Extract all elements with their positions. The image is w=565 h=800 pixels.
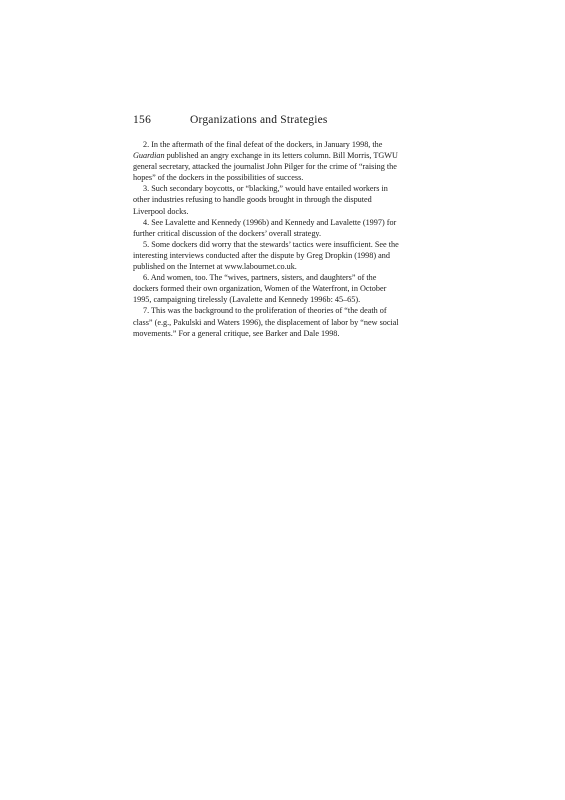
note-line: Liverpool docks. (133, 206, 189, 216)
note-line: 3. Such secondary boycotts, or “blacking,” would have entailed workers in (143, 184, 388, 194)
note-line: class” (e.g., Pakulski and Waters 1996), the displacement of labor by “new social (133, 317, 399, 327)
note-3 (133, 183, 433, 216)
note-line: 6. And women, too. The “wives, partners, sisters, and daughters” of the (143, 273, 377, 283)
note-line: 2. In the aftermath of the final defeat of the dockers, in January 1998, the (143, 140, 383, 149)
note-line: further critical discussion of the dockers’ overall strategy. (133, 228, 322, 238)
note-5 (133, 239, 433, 272)
note-line: hopes” of the dockers in the possibilities of success. (133, 173, 304, 183)
note-line: 5. Some dockers did worry that the stewards’ tactics were insufficient. See the (143, 239, 399, 249)
endnotes (133, 139, 433, 339)
note-6 (133, 272, 433, 305)
running-title: Organizations and Strategies (190, 114, 328, 126)
italic-publication-title: Guardian (133, 151, 165, 161)
page-number: 156 (133, 114, 152, 126)
note-4 (133, 217, 433, 239)
note-line: published on the Internet at www.labournet.co.uk. (133, 262, 297, 272)
note-line: interesting interviews conducted after the dispute by Greg Dropkin (1998) and (133, 250, 390, 260)
note-line: movements.” For a general critique, see Barker and Dale 1998. (133, 328, 340, 338)
note-7 (133, 305, 433, 338)
note-2 (133, 139, 433, 183)
note-line: 4. See Lavalette and Kennedy (1996b) and Kennedy and Lavalette (1997) for (143, 217, 397, 227)
note-line: dockers formed their own organization, Women of the Waterfront, in October (133, 284, 387, 294)
running-head (133, 112, 433, 128)
note-line: other industries refusing to handle goods brought in through the disputed (133, 195, 372, 205)
note-line: general secretary, attacked the journalist John Pilger for the crime of “raising the (133, 162, 397, 172)
note-line-with-italic (133, 150, 433, 161)
note-line: 1995, campaigning tirelessly (Lavalette and Kennedy 1996b: 45–65). (133, 295, 361, 305)
note-line-text: published an angry exchange in its letters column. Bill Morris, TGWU (166, 151, 398, 161)
note-line: 7. This was the background to the proliferation of theories of “the death of (143, 306, 387, 316)
